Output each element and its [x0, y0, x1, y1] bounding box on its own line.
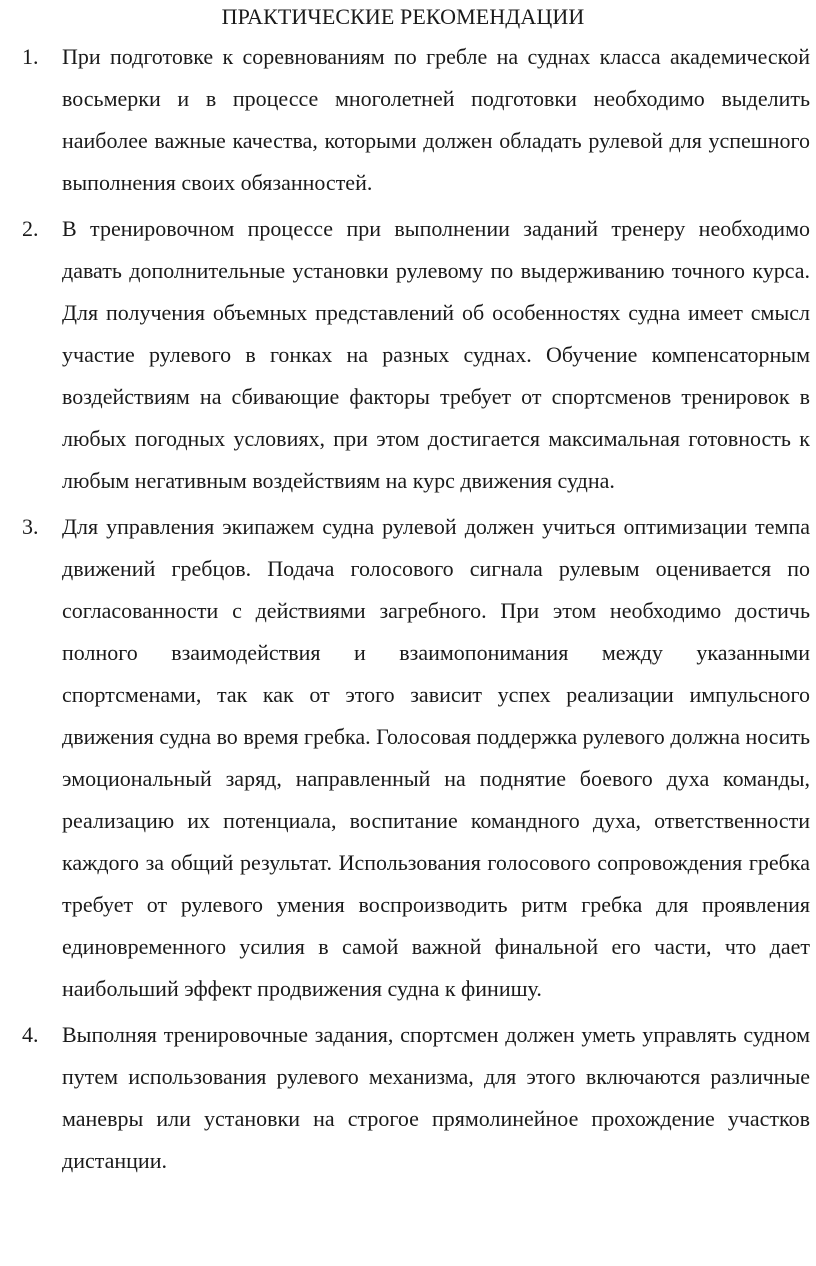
item-number: 2.: [22, 216, 39, 241]
item-number: 4.: [22, 1022, 39, 1047]
item-number: 3.: [22, 514, 39, 539]
recommendations-list: [22, 36, 810, 1182]
item-text: В тренировочном процессе при выполнении заданий тренеру необходимо давать дополнительные установки рулевому по выдерживанию точного курса. Для получения объемных представлений об особенностях судна имеет смысл участие рулевого в гонках на разных суднах. Обучение компенсаторным воздействиям на сбивающие факторы требует от спортсменов тренировок в любых погодных условиях, при этом достигается максимальная готовность к любым негативным воздействиям на курс движения судна.: [62, 216, 810, 493]
document-title: ПРАКТИЧЕСКИЕ РЕКОМЕНДАЦИИ: [221, 4, 585, 29]
item-number: 1.: [22, 44, 39, 69]
recommendation-item-2: [22, 208, 810, 502]
item-text: При подготовке к соревнованиям по гребле на суднах класса академической восьмерки и в процессе многолетней подготовки необходимо выделить наиболее важные качества, которыми должен обладать рулевой для успешного выполнения своих обязанностей.: [62, 44, 810, 195]
recommendation-item-4: [22, 1014, 810, 1182]
item-text: Для управления экипажем судна рулевой должен учиться оптимизации темпа движений гребцов. Подача голосового сигнала рулевым оценивается по согласованности с действиями загребного. При этом необходимо достичь полного взаимодействия и взаимопонимания между указанными спортсменами, так как от этого зависит успех реализации импульсного движения судна во время гребка. Голосовая поддержка рулевого должна носить эмоциональный заряд, направленный на поднятие боевого духа команды, реализацию их потенциала, воспитание командного духа, ответственности каждого за общий результат. Использования голосового сопровождения гребка требует от рулевого умения воспроизводить ритм гребка для проявления единовременного усилия в самой важной финальной его части, что дает наибольший эффект продвижения судна к финишу.: [62, 514, 810, 1001]
recommendation-item-1: [22, 36, 810, 204]
item-text: Выполняя тренировочные задания, спортсмен должен уметь управлять судном путем использования рулевого механизма, для этого включаются различные маневры или установки на строгое прямолинейное прохождение участков дистанции.: [62, 1022, 810, 1173]
recommendation-item-3: [22, 506, 810, 1010]
